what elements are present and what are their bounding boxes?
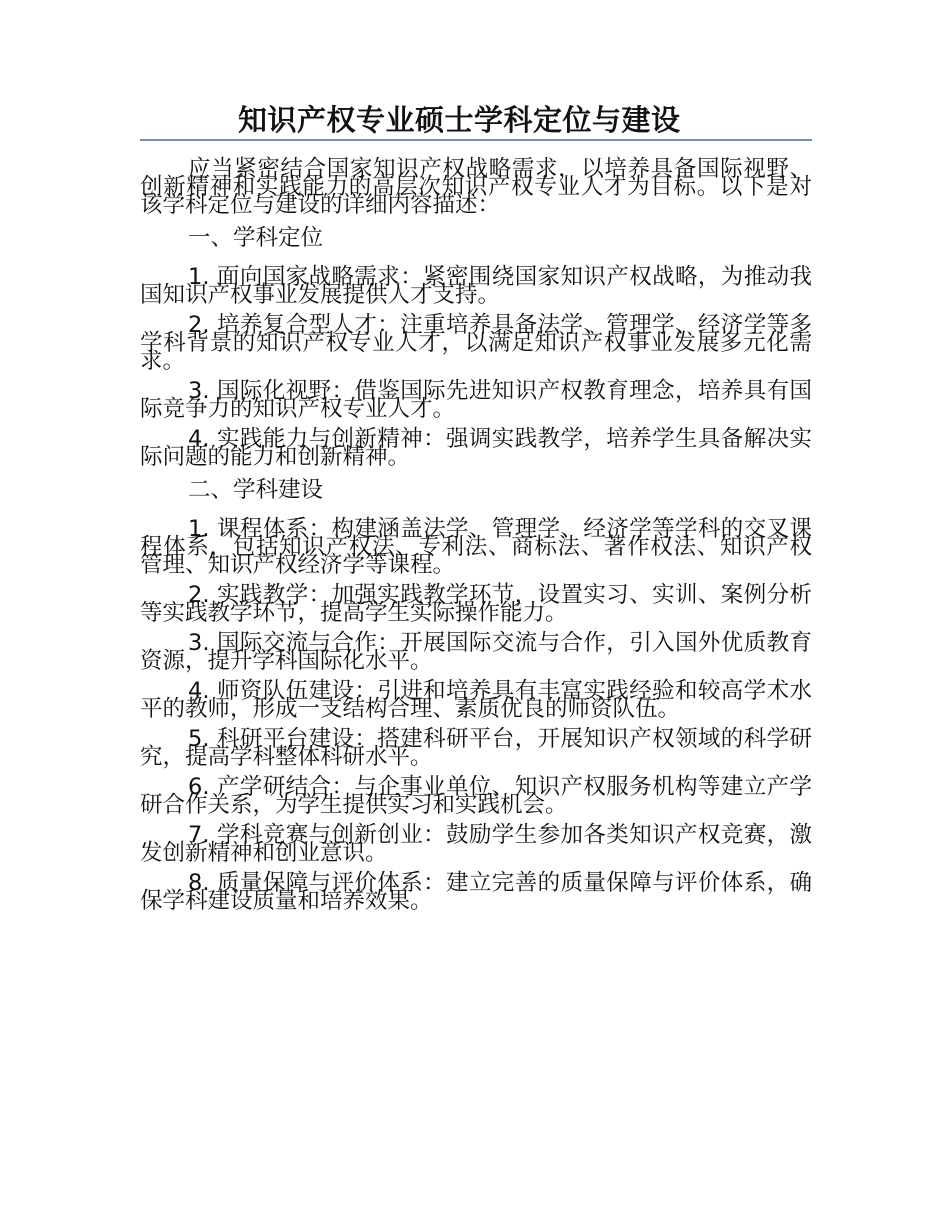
document-page <box>140 100 812 922</box>
construction-item: 5. 科研平台建设：搭建科研平台，开展知识产权领域的科学研究，提高学科整体科研水平。 <box>140 726 812 770</box>
positioning-item: 4. 实践能力与创新精神：强调实践教学，培养学生具备解决实际问题的能力和创新精神。 <box>140 426 812 470</box>
construction-item: 2. 实践教学：加强实践教学环节，设置实习、实训、案例分析等实践教学环节，提高学生实际操作能力。 <box>140 582 812 626</box>
construction-item: 1. 课程体系：构建涵盖法学、管理学、经济学等学科的交叉课程体系，包括知识产权法、专利法、商标法、著作权法、知识产权管理、知识产权经济学等课程。 <box>140 516 812 578</box>
construction-item: 8. 质量保障与评价体系：建立完善的质量保障与评价体系，确保学科建设质量和培养效果。 <box>140 870 812 914</box>
positioning-item: 1. 面向国家战略需求：紧密围绕国家知识产权战略，为推动我国知识产权事业发展提供人才支持。 <box>140 264 812 308</box>
intro-paragraph: 应当紧密结合国家知识产权战略需求，以培养具备国际视野、创新精神和实践能力的高层次知识产权专业人才为目标。以下是对该学科定位与建设的详细内容描述： <box>140 156 812 218</box>
construction-item: 6. 产学研结合：与企事业单位、知识产权服务机构等建立产学研合作关系，为学生提供实习和实践机会。 <box>140 774 812 818</box>
document-body <box>140 156 812 914</box>
section-heading-construction: 二、学科建设 <box>188 477 324 503</box>
positioning-item: 2. 培养复合型人才：注重培养具备法学、管理学、经济学等多学科背景的知识产权专业人才，以满足知识产权事业发展多元化需求。 <box>140 312 812 374</box>
positioning-item: 3. 国际化视野：借鉴国际先进知识产权教育理念，培养具有国际竞争力的知识产权专业人才。 <box>140 378 812 422</box>
construction-item: 4. 师资队伍建设：引进和培养具有丰富实践经验和较高学术水平的教师，形成一支结构合理、素质优良的师资队伍。 <box>140 678 812 722</box>
document-title: 知识产权专业硕士学科定位与建设 <box>140 100 812 141</box>
construction-item: 7. 学科竞赛与创新创业：鼓励学生参加各类知识产权竞赛，激发创新精神和创业意识。 <box>140 822 812 866</box>
construction-item: 3. 国际交流与合作：开展国际交流与合作，引入国外优质教育资源，提升学科国际化水平。 <box>140 630 812 674</box>
section-heading-positioning: 一、学科定位 <box>188 225 324 251</box>
